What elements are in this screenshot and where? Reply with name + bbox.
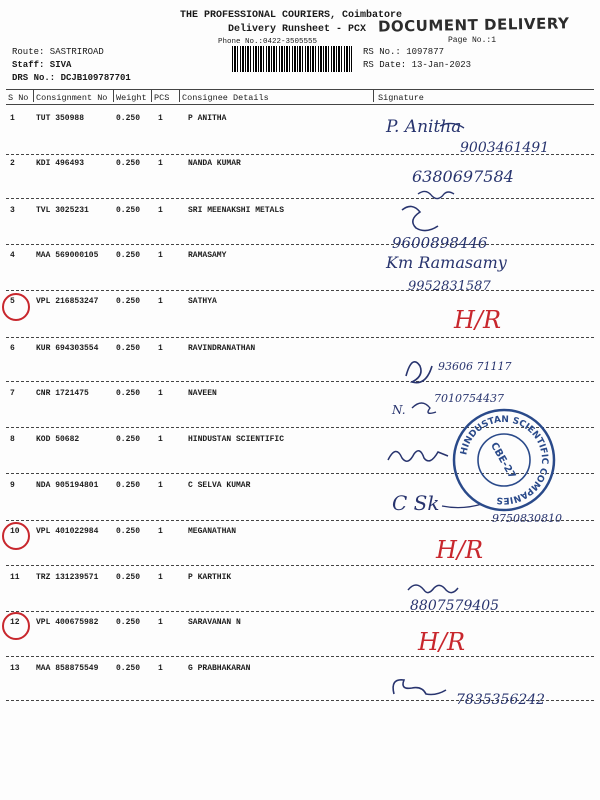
row-consignment: CNR 1721475 xyxy=(36,389,89,398)
row-consignee: NAVEEN xyxy=(188,389,217,398)
row-consignment: MAA 858875549 xyxy=(36,664,99,673)
barcode xyxy=(232,46,352,72)
row-consignment: VPL 216853247 xyxy=(36,297,99,306)
row-consignee: SARAVANAN N xyxy=(188,618,241,627)
col-consignee: Consignee Details xyxy=(182,93,269,103)
row-sno: 2 xyxy=(10,159,15,168)
row-consignment: KDI 496493 xyxy=(36,159,85,168)
row-pcs: 1 xyxy=(158,344,163,353)
sig-phone: 9750830810 xyxy=(492,512,562,525)
row-pcs: 1 xyxy=(158,389,163,398)
row-consignee: NANDA KUMAR xyxy=(188,159,241,168)
drs-number: DRS No.: DCJB109787701 xyxy=(12,73,131,83)
row-pcs: 1 xyxy=(158,251,163,260)
signature-row-13 xyxy=(382,664,592,724)
row-consignment: VPL 400675982 xyxy=(36,618,99,627)
row-weight: 0.250 xyxy=(116,481,141,490)
sig-phone: 6380697584 xyxy=(412,167,514,186)
row-consignment: TRZ 131239571 xyxy=(36,573,99,582)
runsheet-subtitle: Delivery Runsheet - PCX xyxy=(228,24,367,35)
sig-hr: H/R xyxy=(436,536,484,564)
col-sno: S No xyxy=(8,93,29,103)
sig-hr: H/R xyxy=(454,306,502,334)
rs-date: RS Date: 13-Jan-2023 xyxy=(363,60,472,70)
row-pcs: 1 xyxy=(158,527,163,536)
company-seal-stamp xyxy=(452,408,556,512)
row-consignee: SATHYA xyxy=(188,297,217,306)
sig-text: N. xyxy=(392,403,406,417)
row-pcs: 1 xyxy=(158,114,163,123)
red-circle-mark xyxy=(2,522,30,550)
sig-phone: 8807579405 xyxy=(410,598,500,614)
sig-hr: H/R xyxy=(418,628,466,656)
header-rule-bottom xyxy=(6,104,594,105)
page-number: Page No.:1 xyxy=(448,36,497,45)
rs-number: RS No.: 1097877 xyxy=(363,47,445,57)
row-consignee: P KARTHIK xyxy=(188,573,232,582)
company-title: THE PROFESSIONAL COURIERS, Coimbatore xyxy=(180,10,403,21)
row-weight: 0.250 xyxy=(116,573,141,582)
row-sno: 8 xyxy=(10,435,15,444)
col-weight: Weight xyxy=(116,93,147,103)
col-signature: Signature xyxy=(378,93,424,103)
row-weight: 0.250 xyxy=(116,435,141,444)
row-sno: 3 xyxy=(10,206,15,215)
row-consignee: SRI MEENAKSHI METALS xyxy=(188,206,285,215)
phone-number: Phone No.:0422-3505555 xyxy=(218,38,318,46)
row-weight: 0.250 xyxy=(116,159,141,168)
row-consignee: C SELVA KUMAR xyxy=(188,481,251,490)
col-consignment: Consignment No xyxy=(36,93,108,103)
sig-phone: 9952831587 xyxy=(408,279,491,294)
row-weight: 0.250 xyxy=(116,206,141,215)
row-pcs: 1 xyxy=(158,435,163,444)
row-weight: 0.250 xyxy=(116,297,141,306)
row-sno: 5 xyxy=(10,297,15,306)
row-weight: 0.250 xyxy=(116,618,141,627)
row-pcs: 1 xyxy=(158,159,163,168)
row-consignment: TUT 350988 xyxy=(36,114,85,123)
row-sno: 11 xyxy=(10,573,20,582)
row-consignment: MAA 569000105 xyxy=(36,251,99,260)
sig-phone: 93606 71117 xyxy=(438,360,512,373)
col-divider xyxy=(373,89,374,102)
row-weight: 0.250 xyxy=(116,389,141,398)
row-pcs: 1 xyxy=(158,297,163,306)
sig-phone: 7010754437 xyxy=(434,392,504,405)
row-weight: 0.250 xyxy=(116,251,141,260)
row-sno: 9 xyxy=(10,481,15,490)
sig-phone: 9003461491 xyxy=(460,140,550,156)
col-divider xyxy=(179,89,180,102)
row-consignment: KOD 50682 xyxy=(36,435,80,444)
row-consignee: P ANITHA xyxy=(188,114,227,123)
sig-text: Km Ramasamy xyxy=(386,253,507,272)
row-sno: 4 xyxy=(10,251,15,260)
sig-text: C Sk xyxy=(392,491,440,515)
row-weight: 0.250 xyxy=(116,344,141,353)
row-sno: 13 xyxy=(10,664,20,673)
row-weight: 0.250 xyxy=(116,527,141,536)
row-consignment: TVL 3025231 xyxy=(36,206,89,215)
seal-center-text: CBE-27 xyxy=(487,440,518,481)
col-divider xyxy=(113,89,114,102)
row-pcs: 1 xyxy=(158,206,163,215)
row-sno: 10 xyxy=(10,527,20,536)
row-pcs: 1 xyxy=(158,618,163,627)
header-rule-top xyxy=(6,89,594,90)
sig-phone: 9600898446 xyxy=(392,234,488,252)
route-label: Route: SASTRIROAD xyxy=(12,47,104,57)
row-pcs: 1 xyxy=(158,481,163,490)
row-sno: 12 xyxy=(10,618,20,627)
sig-phone: 7835356242 xyxy=(456,692,546,708)
row-consignee: G PRABHAKARAN xyxy=(188,664,251,673)
row-consignment: NDA 905194801 xyxy=(36,481,99,490)
row-consignment: KUR 694303554 xyxy=(36,344,99,353)
row-consignee: RAVINDRANATHAN xyxy=(188,344,256,353)
col-pcs: PCS xyxy=(154,93,170,103)
red-circle-mark xyxy=(2,612,30,640)
col-divider xyxy=(151,89,152,102)
row-consignment: VPL 401022984 xyxy=(36,527,99,536)
col-divider xyxy=(33,89,34,102)
row-pcs: 1 xyxy=(158,573,163,582)
row-sno: 7 xyxy=(10,389,15,398)
sig-text: P. Anitha xyxy=(386,117,462,137)
row-weight: 0.250 xyxy=(116,114,141,123)
row-sno: 6 xyxy=(10,344,15,353)
row-weight: 0.250 xyxy=(116,664,141,673)
row-sno: 1 xyxy=(10,114,15,123)
seal-text: HINDUSTAN SCIENTIFIC COMPANIES xyxy=(459,414,550,506)
staff-label: Staff: SIVA xyxy=(12,60,72,70)
row-pcs: 1 xyxy=(158,664,163,673)
row-consignee: MEGANATHAN xyxy=(188,527,237,536)
document-delivery-stamp: DOCUMENT DELIVERY xyxy=(377,14,570,36)
row-consignee: HINDUSTAN SCIENTIFIC xyxy=(188,435,285,444)
red-circle-mark xyxy=(2,293,30,321)
row-consignee: RAMASAMY xyxy=(188,251,227,260)
